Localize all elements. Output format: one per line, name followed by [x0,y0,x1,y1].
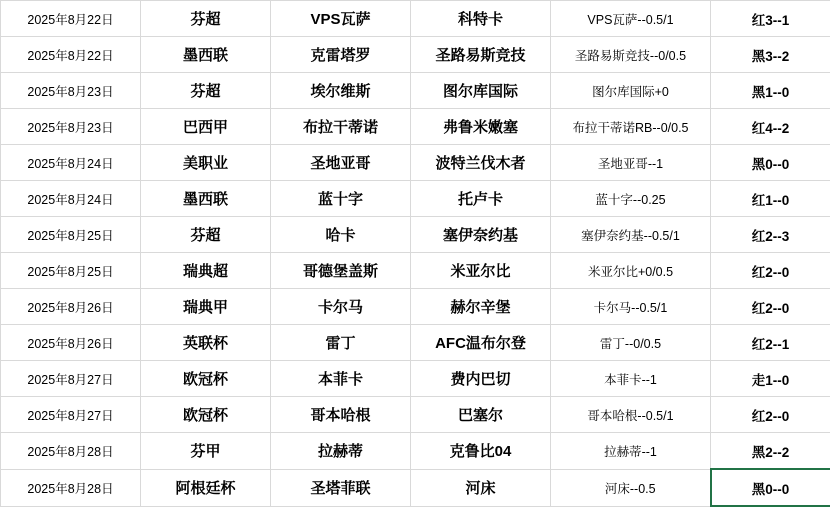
cell-handicap[interactable]: 布拉干蒂诺RB--0/0.5 [551,109,711,145]
cell-result[interactable]: 红2--0 [711,253,830,289]
cell-away[interactable]: 巴塞尔 [411,397,551,433]
cell-league[interactable]: 英联杯 [141,325,271,361]
table-row [1,1,830,37]
cell-away[interactable]: 米亚尔比 [411,253,551,289]
cell-home[interactable]: 哈卡 [271,217,411,253]
cell-league[interactable]: 墨西联 [141,181,271,217]
cell-away[interactable]: AFC温布尔登 [411,325,551,361]
cell-away[interactable]: 托卢卡 [411,181,551,217]
table-row [1,469,830,506]
cell-away[interactable]: 波特兰伐木者 [411,145,551,181]
table-row [1,325,830,361]
cell-home[interactable]: 本菲卡 [271,361,411,397]
cell-home[interactable]: 哥德堡盖斯 [271,253,411,289]
cell-result[interactable]: 红2--3 [711,217,830,253]
cell-league[interactable]: 欧冠杯 [141,361,271,397]
cell-date[interactable]: 2025年8月27日 [1,397,141,433]
cell-date[interactable]: 2025年8月22日 [1,1,141,37]
table-row [1,433,830,470]
cell-away[interactable]: 弗鲁米嫩塞 [411,109,551,145]
cell-date[interactable]: 2025年8月28日 [1,469,141,506]
cell-result[interactable]: 红2--0 [711,397,830,433]
cell-league[interactable]: 美职业 [141,145,271,181]
cell-league[interactable]: 芬超 [141,73,271,109]
cell-handicap[interactable]: 圣路易斯竞技--0/0.5 [551,37,711,73]
cell-result[interactable]: 红2--1 [711,325,830,361]
cell-league[interactable]: 欧冠杯 [141,397,271,433]
cell-league[interactable]: 巴西甲 [141,109,271,145]
cell-home[interactable]: 布拉干蒂诺 [271,109,411,145]
cell-home[interactable]: 圣地亚哥 [271,145,411,181]
cell-result[interactable]: 红3--1 [711,1,830,37]
cell-away[interactable]: 科特卡 [411,1,551,37]
cell-home[interactable]: 克雷塔罗 [271,37,411,73]
cell-home[interactable]: 埃尔维斯 [271,73,411,109]
cell-league[interactable]: 芬超 [141,217,271,253]
cell-date[interactable]: 2025年8月24日 [1,181,141,217]
cell-away[interactable]: 克鲁比04 [411,433,551,470]
cell-date[interactable]: 2025年8月23日 [1,109,141,145]
cell-handicap[interactable]: 蓝十字--0.25 [551,181,711,217]
cell-result[interactable]: 黑1--0 [711,73,830,109]
cell-league[interactable]: 阿根廷杯 [141,469,271,506]
cell-handicap[interactable]: 河床--0.5 [551,469,711,506]
table-row [1,181,830,217]
table-row [1,397,830,433]
cell-date[interactable]: 2025年8月28日 [1,433,141,470]
cell-league[interactable]: 瑞典甲 [141,289,271,325]
cell-result[interactable]: 黑2--2 [711,433,830,470]
cell-date[interactable]: 2025年8月26日 [1,325,141,361]
cell-handicap[interactable]: 卡尔马--0.5/1 [551,289,711,325]
table-body [1,1,830,507]
table-row [1,253,830,289]
cell-date[interactable]: 2025年8月22日 [1,37,141,73]
cell-handicap[interactable]: 拉赫蒂--1 [551,433,711,470]
table-row [1,289,830,325]
cell-handicap[interactable]: 雷丁--0/0.5 [551,325,711,361]
table-row [1,145,830,181]
cell-away[interactable]: 赫尔辛堡 [411,289,551,325]
cell-date[interactable]: 2025年8月24日 [1,145,141,181]
cell-away[interactable]: 费内巴切 [411,361,551,397]
cell-result[interactable]: 黑0--0 [711,145,830,181]
cell-handicap[interactable]: 本菲卡--1 [551,361,711,397]
cell-home[interactable]: 雷丁 [271,325,411,361]
cell-date[interactable]: 2025年8月23日 [1,73,141,109]
cell-handicap[interactable]: 塞伊奈约基--0.5/1 [551,217,711,253]
cell-league[interactable]: 墨西联 [141,37,271,73]
cell-league[interactable]: 芬超 [141,1,271,37]
cell-home[interactable]: 蓝十字 [271,181,411,217]
cell-away[interactable]: 河床 [411,469,551,506]
cell-league[interactable]: 芬甲 [141,433,271,470]
cell-result[interactable]: 红2--0 [711,289,830,325]
cell-handicap[interactable]: 图尔库国际+0 [551,73,711,109]
cell-handicap[interactable]: VPS瓦萨--0.5/1 [551,1,711,37]
table-row [1,109,830,145]
table-row [1,217,830,253]
cell-home[interactable]: 拉赫蒂 [271,433,411,470]
cell-result[interactable]: 红1--0 [711,181,830,217]
table-row [1,73,830,109]
cell-away[interactable]: 塞伊奈约基 [411,217,551,253]
cell-home[interactable]: 圣塔菲联 [271,469,411,506]
cell-away[interactable]: 圣路易斯竞技 [411,37,551,73]
cell-date[interactable]: 2025年8月25日 [1,217,141,253]
cell-league[interactable]: 瑞典超 [141,253,271,289]
cell-handicap[interactable]: 圣地亚哥--1 [551,145,711,181]
cell-result[interactable]: 红4--2 [711,109,830,145]
cell-date[interactable]: 2025年8月26日 [1,289,141,325]
cell-result[interactable]: 走1--0 [711,361,830,397]
table-row [1,361,830,397]
cell-handicap[interactable]: 哥本哈根--0.5/1 [551,397,711,433]
cell-date[interactable]: 2025年8月25日 [1,253,141,289]
cell-date[interactable]: 2025年8月27日 [1,361,141,397]
cell-handicap[interactable]: 米亚尔比+0/0.5 [551,253,711,289]
cell-result[interactable]: 黑0--0 [711,469,830,506]
cell-home[interactable]: 卡尔马 [271,289,411,325]
cell-away[interactable]: 图尔库国际 [411,73,551,109]
table-row [1,37,830,73]
cell-result[interactable]: 黑3--2 [711,37,830,73]
cell-home[interactable]: 哥本哈根 [271,397,411,433]
cell-home[interactable]: VPS瓦萨 [271,1,411,37]
